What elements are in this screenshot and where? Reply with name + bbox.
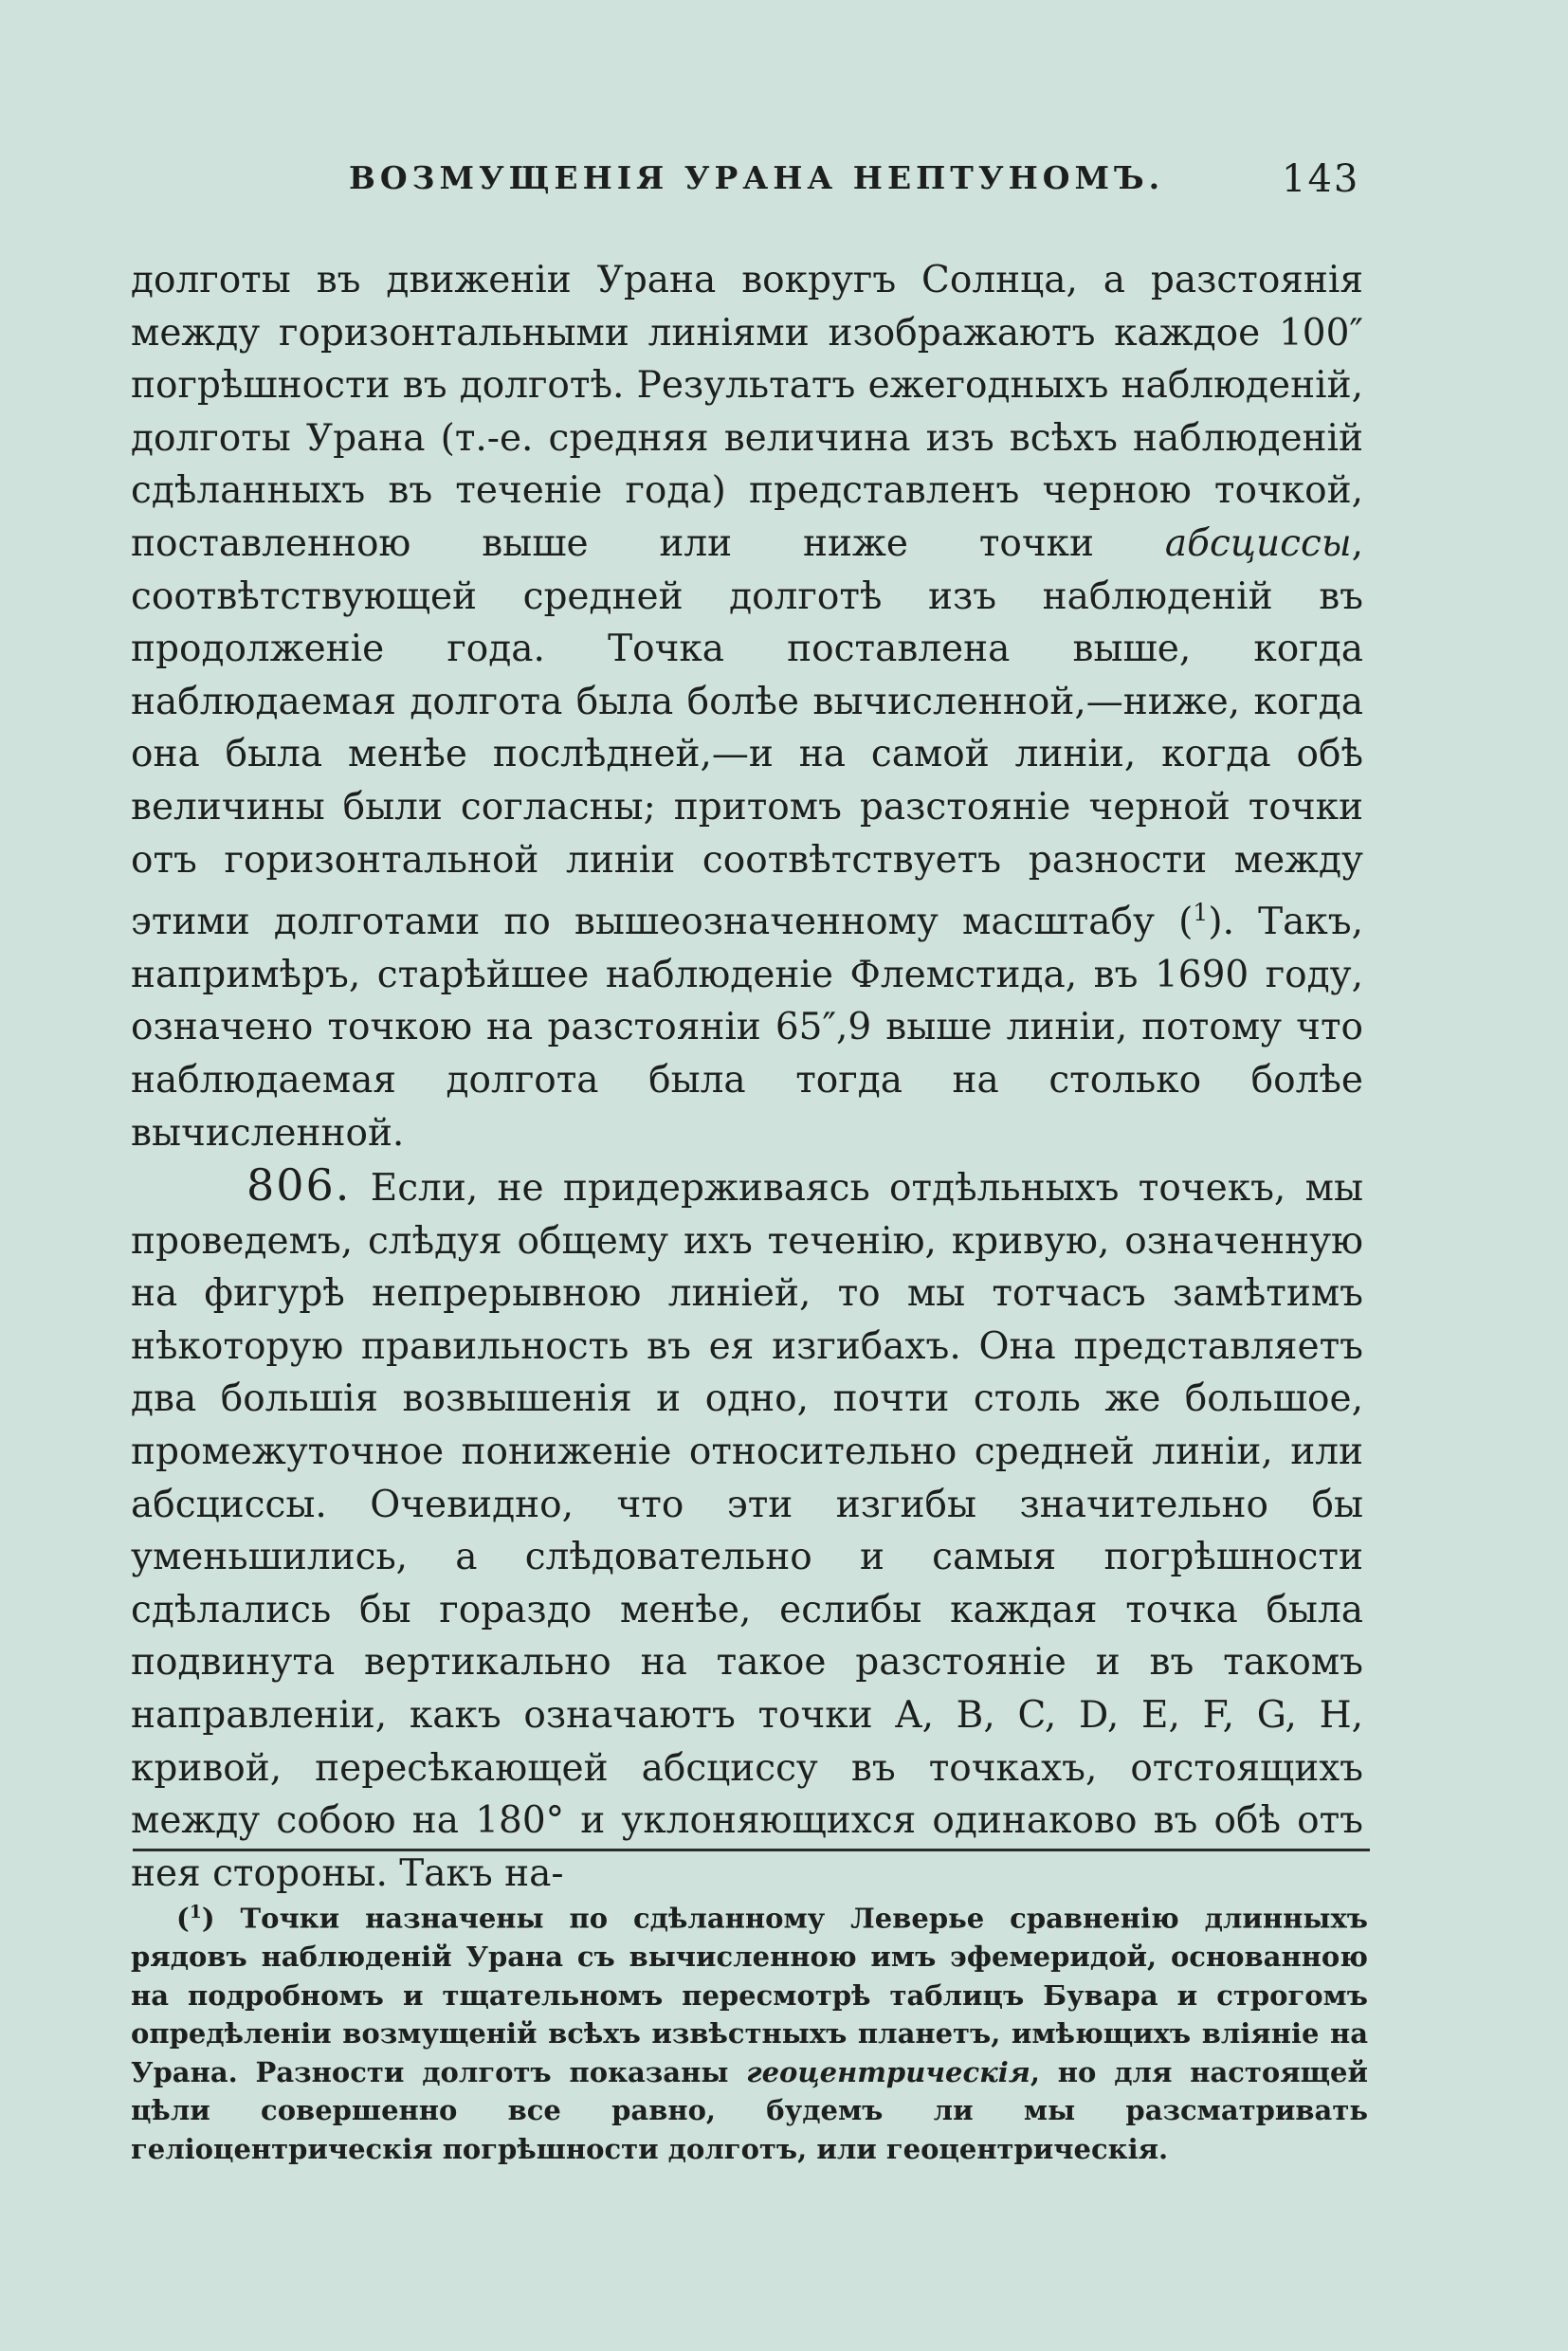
paragraph-text: Если, не придерживаясь отдѣльныхъ точекъ, мы проведемъ, слѣдуя общему ихъ теченію, кривую, означенную на фигурѣ непрерывною линіей, то мы тотчасъ замѣтимъ нѣкоторую правильность въ ея изгибахъ. Она представляетъ два большія возвышенія и одно, почти столь же большое, промежуточное пониженіе относительно средней линіи, или абсциссы. Очевидно, что эти изгибы значительно бы уменьшились, а слѣдовательно и самыя погрѣшности сдѣлались бы гораздо менѣе, еслибы каждая точка была подвинута вертикально на такое разстояніе и въ такомъ направленіи, какъ означаютъ точки A, B, C, D, E, F, G, H, кривой, пересѣкающей абсциссу въ точкахъ, отстоящихъ между собою на 180° и уклоняющихся одинаково въ обѣ отъ нея стороны. Такъ на- — [131, 1167, 1363, 1895]
page-number: 143 — [1282, 157, 1360, 201]
footnote — [131, 1893, 1368, 2168]
running-title: ВОЗМУЩЕНІЯ УРАНА НЕПТУНОМЪ. — [349, 159, 1165, 196]
paragraph-806 — [131, 1159, 1363, 1900]
footnote-text: Точки назначены по сдѣланному Леверье сравненію длинныхъ рядовъ наблюденій Урана съ вычисленною имъ эфемеридой, основанною на подробномъ и тщательномъ пересмотрѣ таблицъ Бувара и строгомъ опредѣленіи возмущеній всѣхъ извѣстныхъ планетъ, имѣющихъ вліяніе на Урана. Разности долготъ показаны — [131, 1902, 1368, 2088]
footnote-divider — [133, 1849, 1370, 1851]
footnote-marker: 1 — [189, 1902, 202, 1923]
paragraph-continued — [131, 254, 1363, 1159]
footnote-paragraph: ($^1$) Точки назначены по сдѣланному Леверье сравненію длинныхъ рядовъ наблюденій Урана съ вычисленною имъ эфемеридой, основанною на подробномъ и тщательномъ пересмотрѣ таблицъ Бувара и строгомъ опредѣленіи возмущеній всѣхъ извѣстныхъ планетъ, имѣющихъ вліяніе на Урана. Разности долготъ показаны геоцентрическія, но для настоящей цѣли совершенно все равно, будемъ ли мы разсматривать геліоцентрическія погрѣшности долготъ, или геоцентрическія. — [131, 1902, 1368, 2165]
main-text — [131, 254, 1363, 1900]
paragraph-text: долготы въ движеніи Урана вокругъ Солнца, а разстоянія между горизонтальными линіями изображаютъ каждое 100″ погрѣшности въ долготѣ. Результатъ ежегодныхъ наблюденій, долготы Урана (т.-е. средняя величина изъ всѣхъ наблюденій сдѣланныхъ въ теченіе года) представленъ черною точкой, поставленною выше или ниже точки — [131, 259, 1363, 565]
footnote-text: , но для настоящей цѣли совершенно все равно, будемъ ли мы разсматривать геліоцентрическія погрѣшности долготъ, или геоцентрическія. — [131, 2055, 1368, 2165]
footnote-reference[interactable]: 1 — [1193, 898, 1209, 927]
emphasis-text: абсциссы — [1164, 521, 1352, 565]
emphasis-text: геоцентрическія — [746, 2055, 1030, 2088]
paragraph-number: 806. — [246, 1159, 352, 1212]
paragraph-text: ). Такъ, напримѣръ, старѣйшее наблюденіе Флемстида, въ 1690 году, означено точкою на разстояніи 65″,9 выше линіи, потому что наблюдаемая долгота была тогда на столько болѣе вычисленной. — [131, 901, 1364, 1155]
paragraph-text: , соотвѣтствующей средней долготѣ изъ наблюденій въ продолженіе года. Точка поставлена выше, когда наблюдаемая долгота была болѣе вычисленной,—ниже, когда она была менѣе послѣдней,—и на самой линіи, когда обѣ величины были согласны; притомъ разстояніе черной точки отъ горизонтальной линіи соотвѣтствуетъ разности между этими долготами по вышеозначенному масштабу ( — [131, 521, 1363, 944]
